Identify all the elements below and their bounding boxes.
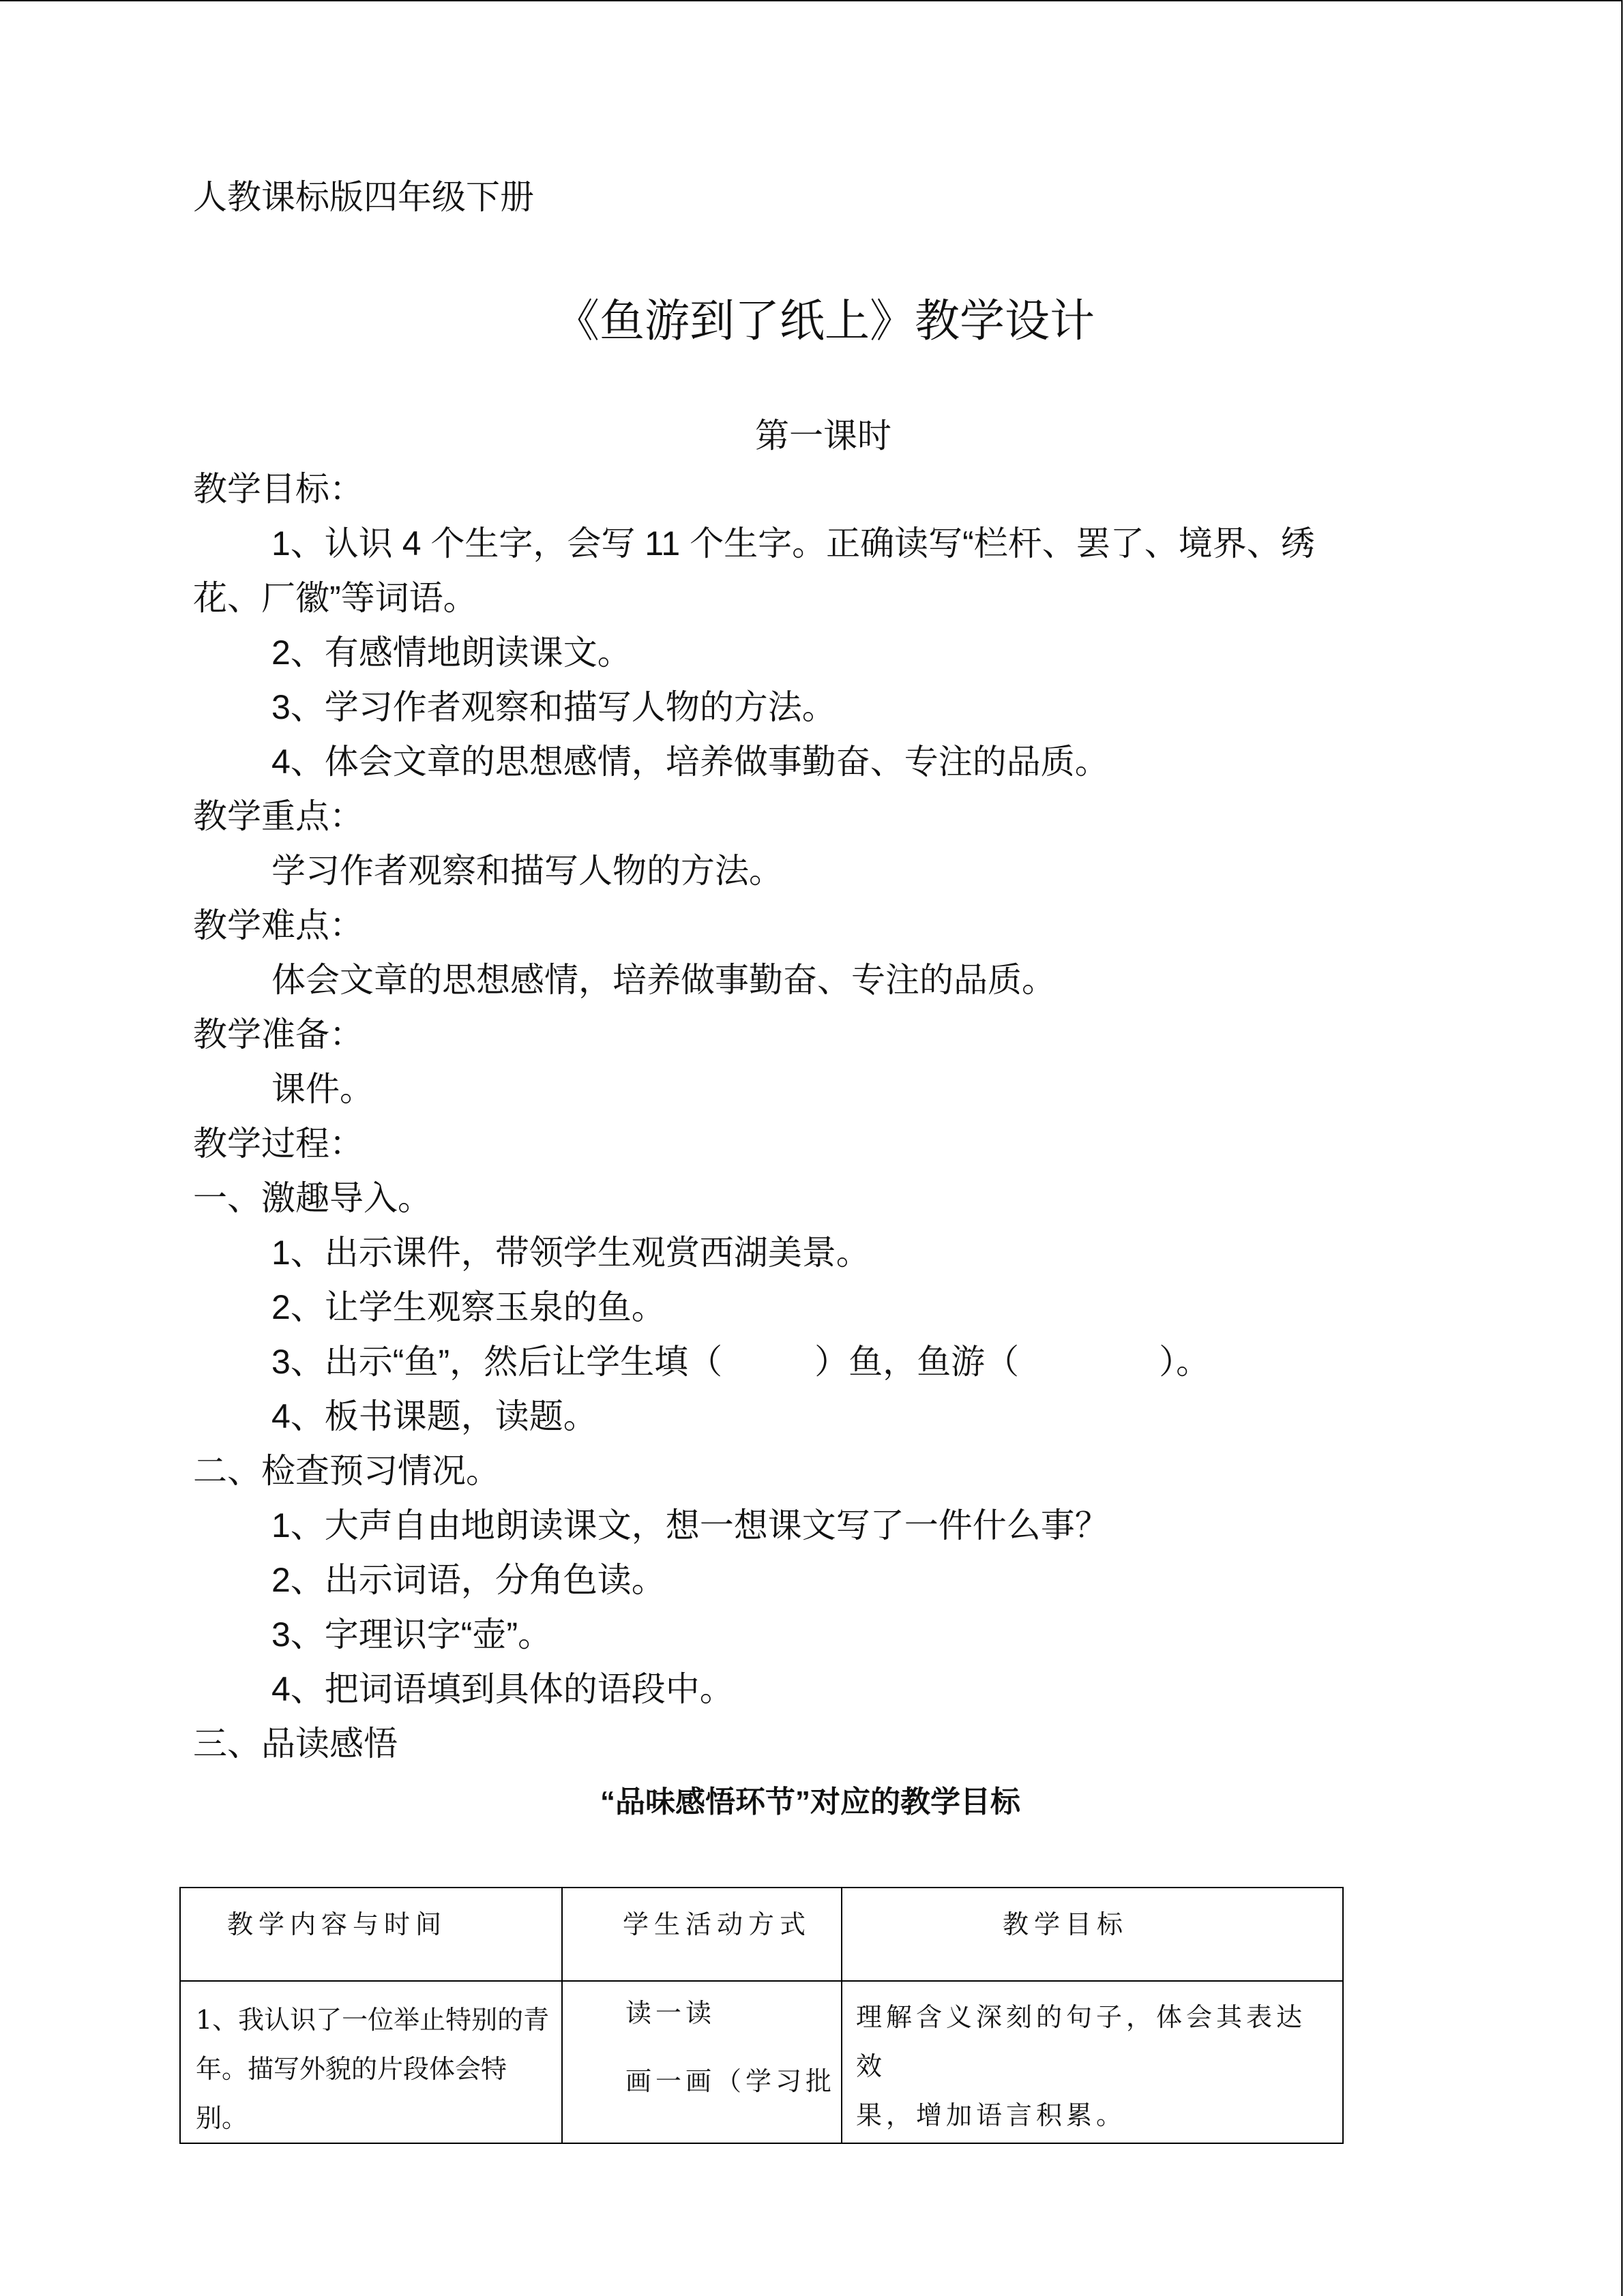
preparation-text: 课件。 (271, 1070, 374, 1108)
header-content-time: 教学内容与时间 (180, 1888, 562, 1981)
document-title: 《鱼游到了纸上》教学设计 (555, 295, 1095, 347)
section-3-heading: 三、品读感悟 (193, 1725, 398, 1763)
lesson-period: 第一课时 (755, 416, 891, 456)
objective-item-1-line-1: 1、认识 4 个生字，会写 11 个生字。正确读写“栏杆、罢了、境界、绣 (271, 524, 1315, 563)
textbook-version-label: 人教课标版四年级下册 (193, 178, 534, 216)
difficulty-text: 体会文章的思想感情，培养做事勤奋、专注的品质。 (271, 961, 1056, 999)
fill-prompt-end: ）。 (1159, 1343, 1211, 1381)
table-row (180, 1981, 1343, 2143)
cell-goal-line-2: 果，增加语言积累。 (856, 2100, 1127, 2130)
fill-prompt-middle: ）鱼，鱼游（ (814, 1343, 1020, 1381)
table-header-row (180, 1888, 1343, 1981)
objective-item-3: 3、学习作者观察和描写人物的方法。 (271, 688, 836, 726)
section-1-item-1: 1、出示课件，带领学生观赏西湖美景。 (271, 1234, 870, 1272)
cell-activity-line-2: 画一画（学习批 (625, 2066, 836, 2096)
difficulty-heading: 教学难点： (193, 906, 364, 944)
cell-content-line-1: 1、我认识了一位举止特别的青 (196, 2005, 550, 2035)
cell-activity-line-1: 读一读 (625, 1998, 716, 2028)
section-2-item-1: 1、大声自由地朗读课文，想一想课文写了一件什么事？ (271, 1506, 1109, 1545)
section-2-item-4: 4、把词语填到具体的语段中。 (271, 1670, 734, 1708)
process-heading: 教学过程： (193, 1124, 364, 1163)
section-1-item-2: 2、让学生观察玉泉的鱼。 (271, 1288, 666, 1326)
cell-content-line-2: 年。描写外貌的片段体会特别。 (196, 2054, 507, 2133)
cell-activity (562, 1981, 842, 2143)
section-1-heading: 一、激趣导入。 (193, 1179, 432, 1217)
objective-item-2: 2、有感情地朗读课文。 (271, 633, 632, 672)
header-goal: 教学目标 (842, 1888, 1343, 1981)
objectives-heading: 教学目标： (193, 470, 364, 508)
section-1-item-3 (271, 1345, 1210, 1379)
section-2-item-3: 3、字理识字“壶”。 (271, 1615, 552, 1654)
key-point-text: 学习作者观察和描写人物的方法。 (271, 852, 783, 890)
fill-prompt-start: 3、出示“鱼”，然后让学生填（ (271, 1343, 723, 1381)
cell-content-time (180, 1981, 562, 2143)
preparation-heading: 教学准备： (193, 1015, 364, 1054)
table-caption: “品味感悟环节”对应的教学目标 (600, 1785, 1020, 1819)
section-2-item-2: 2、出示词语，分角色读。 (271, 1561, 666, 1599)
cell-goal-line-1: 理解含义深刻的句子，体会其表达效 (856, 2002, 1307, 2081)
teaching-goal-table (179, 1887, 1344, 2144)
header-activity: 学生活动方式 (562, 1888, 842, 1981)
key-point-heading: 教学重点： (193, 797, 364, 835)
cell-goal (842, 1981, 1343, 2143)
objective-item-4: 4、体会文章的思想感情，培养做事勤奋、专注的品质。 (271, 743, 1109, 781)
objective-item-1-line-2: 花、厂徽”等词语。 (193, 579, 477, 617)
section-2-heading: 二、检查预习情况。 (193, 1452, 500, 1490)
section-1-item-4: 4、板书课题，读题。 (271, 1397, 597, 1435)
